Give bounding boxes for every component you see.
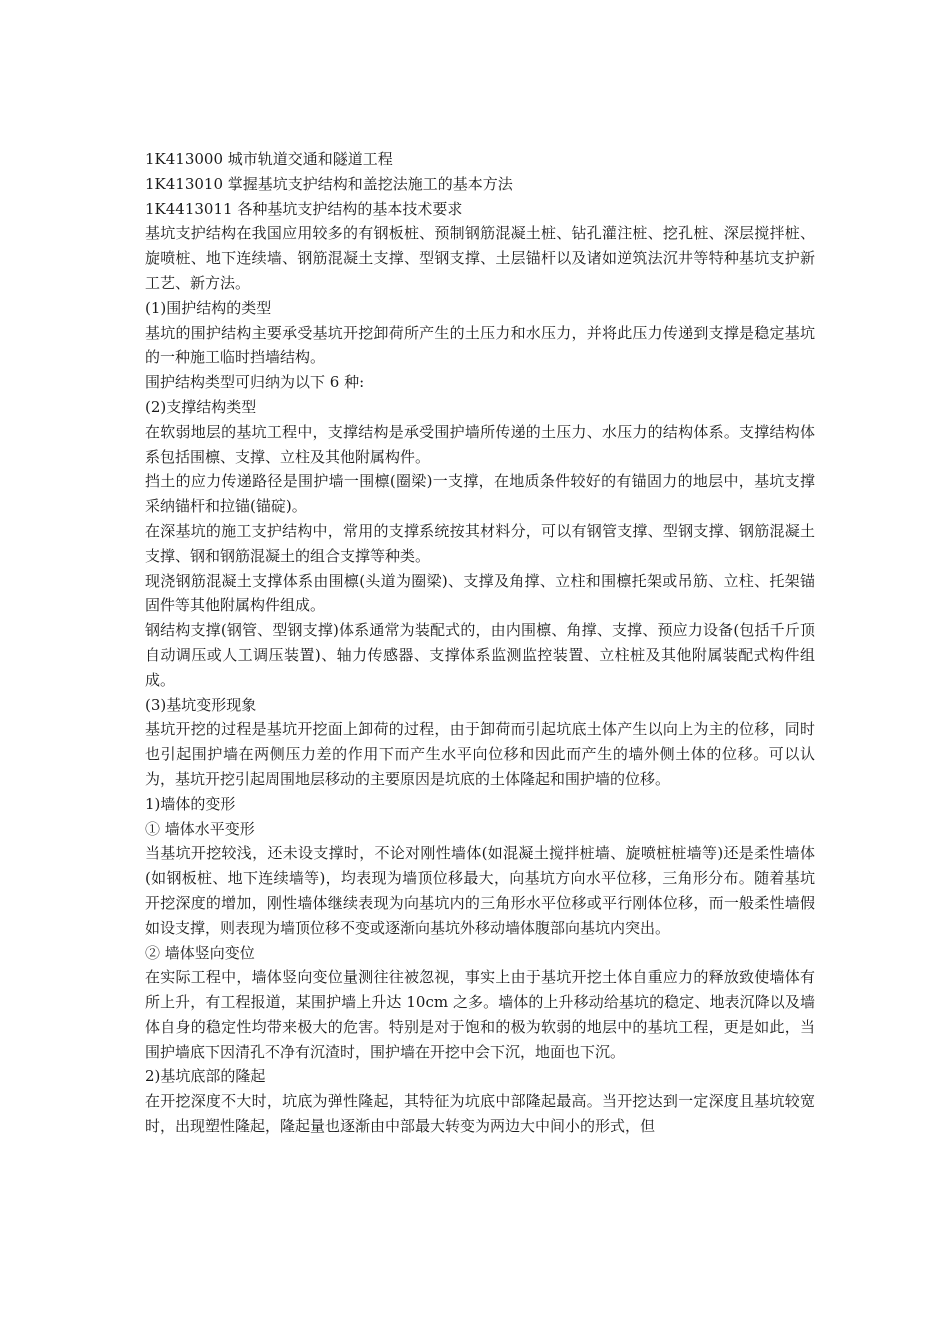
subheading: 1)墙体的变形	[145, 794, 236, 813]
section-code-heading: 1K413000 城市轨道交通和隧道工程	[145, 150, 393, 168]
body-paragraph: 基坑支护结构在我国应用较多的有钢板桩、预制钢筋混凝土桩、钻孔灌注桩、挖孔桩、深层搅拌桩、旋喷桩、地下连续墙、钢筋混凝土支撑、型钢支撑、土层锚杆以及诸如逆筑法沉井等特种基坑支护新工艺、新方法。	[145, 224, 815, 292]
body-paragraph: 现浇钢筋混凝土支撑体系由围檩(头道为圈梁)、支撑及角撑、立柱和围檩托架或吊筋、立柱、托架锚固件等其他附属构件组成。	[145, 571, 815, 615]
subheading: (3)基坑变形现象	[145, 695, 257, 714]
body-paragraph: 在深基坑的施工支护结构中，常用的支撑系统按其材料分，可以有钢管支撑、型钢支撑、钢筋混凝土支撑、钢和钢筋混凝土的组合支撑等种类。	[145, 521, 815, 565]
subheading: 2)基坑底部的隆起	[145, 1067, 266, 1086]
body-paragraph: 在实际工程中，墙体竖向变位量测往往被忽视，事实上由于基坑开挖土体自重应力的释放致使墙体有所上升，有工程报道，某围护墙上升达 10cm 之多。墙体的上升移动给基坑的稳定、地表沉降以及墙体自身的稳定性均带来极大的危害。特别是对于饱和的极为软弱的地层中的基坑工程，更是如此，当围护墙底下因清孔不净有沉渣时，围护墙在开挖中会下沉，地面也下沉。	[145, 968, 815, 1061]
subsection-code-heading: 1K413010 掌握基坑支护结构和盖挖法施工的基本方法	[145, 174, 513, 193]
body-paragraph: 基坑的围护结构主要承受基坑开挖卸荷所产生的土压力和水压力，并将此压力传递到支撑是稳定基坑的一种施工临时挡墙结构。	[145, 323, 815, 367]
subheading: (2)支撑结构类型	[145, 397, 257, 416]
body-paragraph: 挡土的应力传递路径是围护墙一围檩(圈梁)一支撑，在地质条件较好的有锚固力的地层中，基坑支撑采纳锚杆和拉锚(锚碇)。	[145, 472, 815, 516]
subheading: ① 墙体水平变形	[145, 819, 255, 838]
body-paragraph: 钢结构支撑(钢管、型钢支撑)体系通常为装配式的，由内围檩、角撑、支撑、预应力设备(包括千斤顶自动调压或人工调压装置)、轴力传感器、支撑体系监测监控装置、立柱桩及其他附属装配式构件组成。	[145, 621, 815, 689]
document-body	[145, 147, 815, 1139]
subheading: ② 墙体竖向变位	[145, 943, 255, 962]
body-paragraph: 在软弱地层的基坑工程中，支撑结构是承受围护墙所传递的土压力、水压力的结构体系。支撑结构体系包括围檩、支撑、立柱及其他附属构件。	[145, 422, 815, 466]
body-paragraph: 围护结构类型可归纳为以下 6 种:	[145, 373, 365, 392]
body-paragraph: 在开挖深度不大时，坑底为弹性隆起，其特征为坑底中部隆起最高。当开挖达到一定深度且基坑较宽时，出现塑性隆起，隆起量也逐渐由中部最大转变为两边大中间小的形式，但	[145, 1092, 815, 1136]
topic-code-heading: 1K4413011 各种基坑支护结构的基本技术要求	[145, 199, 463, 218]
body-paragraph: 基坑开挖的过程是基坑开挖面上卸荷的过程，由于卸荷而引起坑底土体产生以向上为主的位移，同时也引起围护墙在两侧压力差的作用下而产生水平向位移和因此而产生的墙外侧土体的位移。可以认为，基坑开挖引起周围地层移动的主要原因是坑底的土体隆起和围护墙的位移。	[145, 720, 815, 788]
subheading: (1)围护结构的类型	[145, 298, 272, 317]
body-paragraph: 当基坑开挖较浅，还未设支撑时，不论对刚性墙体(如混凝土搅拌桩墙、旋喷桩桩墙等)还是柔性墙体(如钢板桩、地下连续墙等)，均表现为墙顶位移最大，向基坑方向水平位移，三角形分布。随着基坑开挖深度的增加，刚性墙体继续表现为向基坑内的三角形水平位移或平行刚体位移，而一般柔性墙假如设支撑，则表现为墙顶位移不变或逐渐向基坑外移动墙体腹部向基坑内突出。	[145, 844, 815, 937]
